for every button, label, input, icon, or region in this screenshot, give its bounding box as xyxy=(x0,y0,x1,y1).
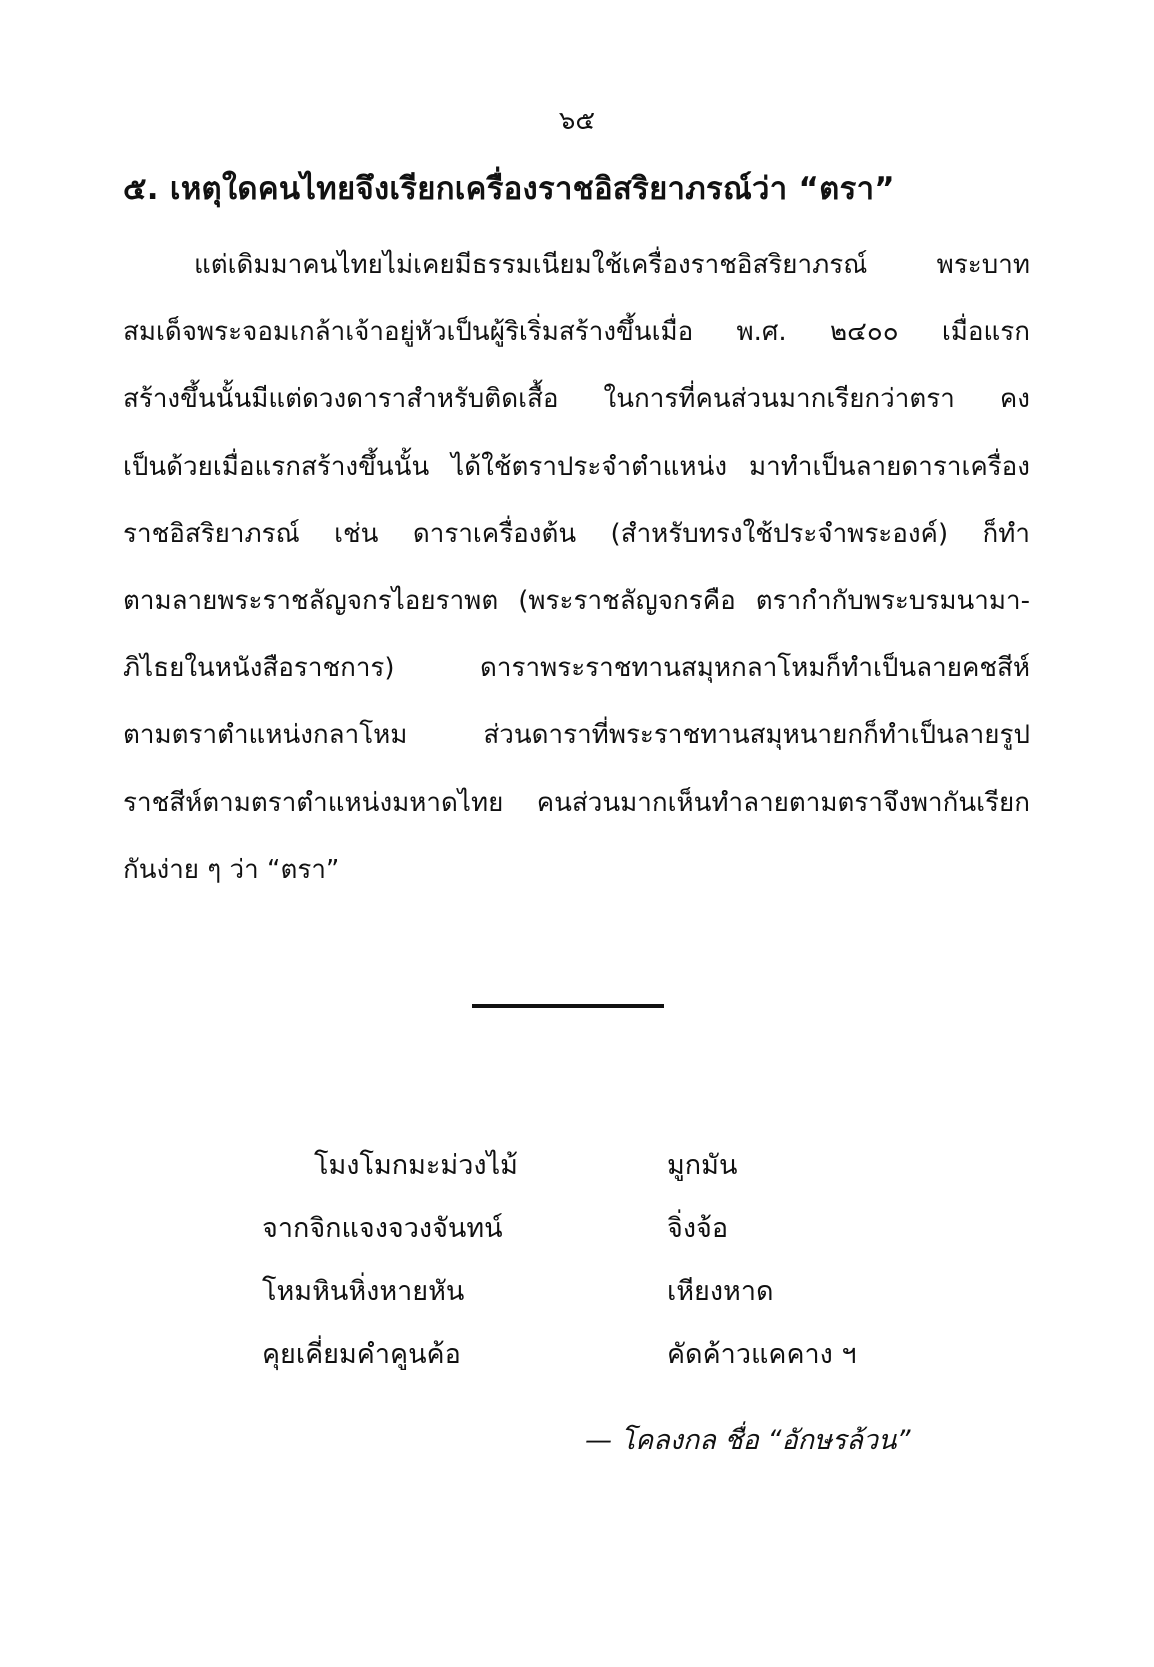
poem-row xyxy=(0,1269,1154,1332)
paragraph-line: ราชสีห์ตามตราตำแหน่งมหาดไทย คนส่วนมากเห็นทำลายตามตราจึงพากันเรียก xyxy=(123,787,1030,818)
paragraph-line: เป็นด้วยเมื่อแรกสร้างขึ้นนั้น ได้ใช้ตราประจำตำแหน่ง มาทำเป็นลายดาราเครื่อง xyxy=(123,451,1030,482)
section-heading: ๕. เหตุใดคนไทยจึงเรียกเครื่องราชอิสริยาภรณ์ว่า “ตรา” xyxy=(123,171,895,207)
poem-verse-first-half: จากจิกแจงจวงจันทน์ xyxy=(262,1213,503,1244)
paragraph-line: สร้างขึ้นนั้นมีแต่ดวงดาราสำหรับติดเสื้อ ในการที่คนส่วนมากเรียกว่าตรา คง xyxy=(123,384,1030,415)
poem-verse-first-half: โหมหินหิ่งหายหัน xyxy=(262,1276,465,1307)
paragraph-line: กันง่าย ๆ ว่า “ตรา” xyxy=(123,854,340,885)
paragraph-line: ภิไธยในหนังสือราชการ) ดาราพระราชทานสมุหกลาโหมก็ทำเป็นลายคชสีห์ xyxy=(123,653,1030,684)
poem-verse-second-half: คัดค้าวแคคาง ฯ xyxy=(667,1339,857,1370)
paragraph-line: ตามลายพระราชลัญจกรไอยราพต (พระราชลัญจกรคือ ตรากำกับพระบรมนามา- xyxy=(123,585,1030,616)
poem-verse-second-half: จิ่งจ้อ xyxy=(667,1213,729,1244)
poem-row xyxy=(0,1206,1154,1269)
body-paragraph xyxy=(123,232,1030,904)
paragraph-line: ตามตราตำแหน่งกลาโหม ส่วนดาราที่พระราชทานสมุหนายกก็ทำเป็นลายรูป xyxy=(123,720,1030,751)
poem-block xyxy=(0,1143,1154,1395)
poem-row xyxy=(0,1332,1154,1395)
page-number: ๖๕ xyxy=(558,106,596,136)
paragraph-line: แต่เดิมมาคนไทยไม่เคยมีธรรมเนียมใช้เครื่องราชอิสริยาภรณ์ พระบาท xyxy=(194,250,1030,280)
poem-verse-second-half: มูกมัน xyxy=(667,1150,738,1181)
poem-verse-first-half: คุยเคี่ยมคำคูนค้อ xyxy=(262,1339,461,1370)
poem-attribution: — โคลงกล ชื่อ “อักษรล้วน” xyxy=(585,1425,911,1456)
poem-verse-first-half: โมงโมกมะม่วงไม้ xyxy=(314,1150,518,1181)
paragraph-line: ราชอิสริยาภรณ์ เช่น ดาราเครื่องต้น (สำหรับทรงใช้ประจำพระองค์) ก็ทำ xyxy=(123,518,1030,549)
poem-row xyxy=(0,1143,1154,1206)
section-divider xyxy=(472,1004,664,1008)
poem-verse-second-half: เหียงหาด xyxy=(667,1276,774,1307)
paragraph-line: สมเด็จพระจอมเกล้าเจ้าอยู่หัวเป็นผู้ริเริ่มสร้างขึ้นเมื่อ พ.ศ. ๒๔๐๐ เมื่อแรก xyxy=(123,317,1030,348)
